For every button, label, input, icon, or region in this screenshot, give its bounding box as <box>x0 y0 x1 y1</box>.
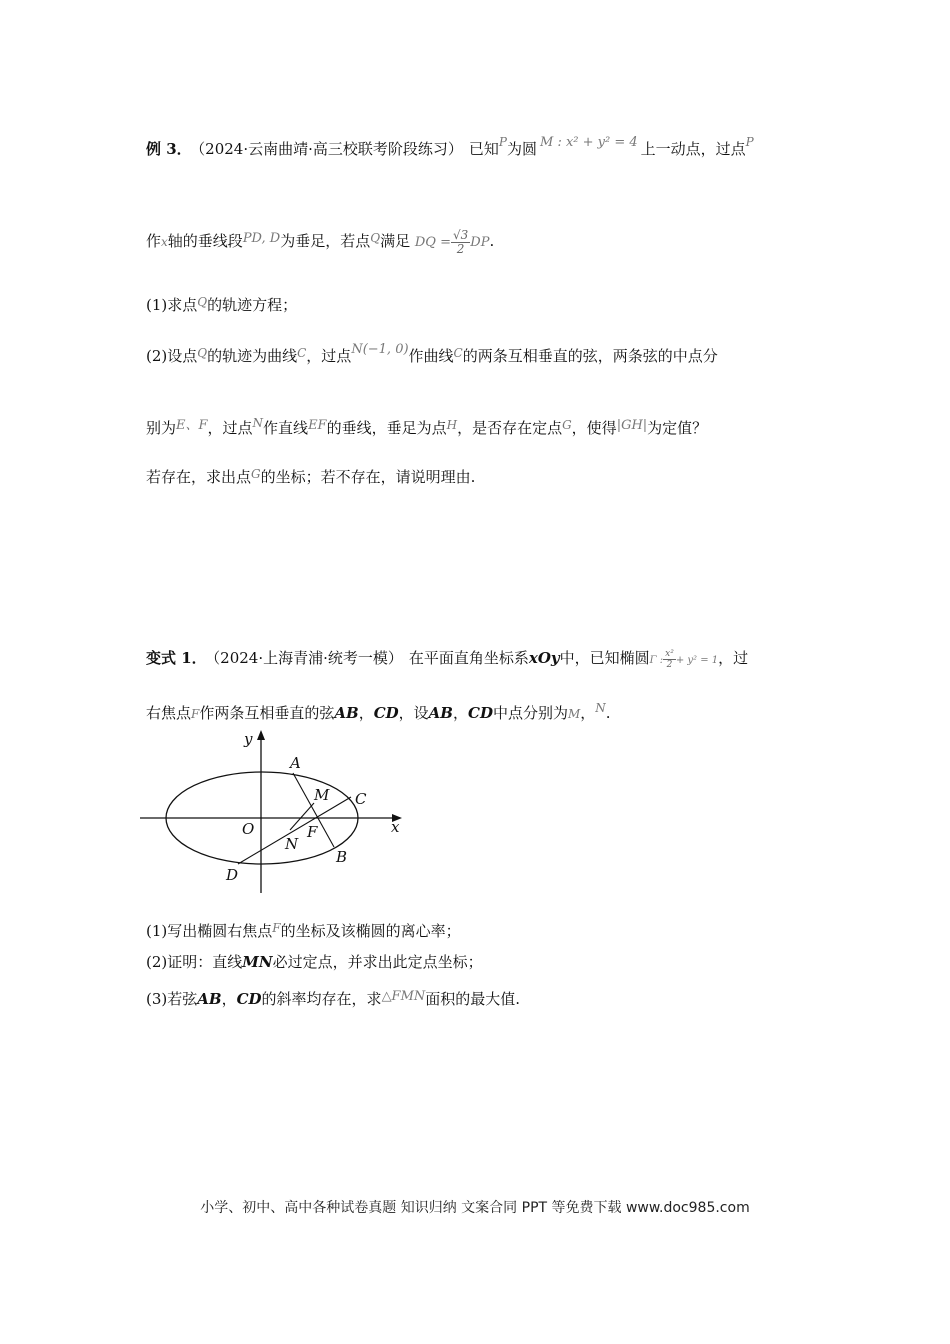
ex3-text: 已知 <box>468 140 499 158</box>
var1-CD: CD <box>468 704 493 722</box>
ex3-var-EF: EF <box>308 418 327 433</box>
ex3-var-P: P <box>498 135 507 149</box>
var1-line2 <box>146 698 611 724</box>
ex3-var-N: N(−1, 0) <box>351 342 409 357</box>
ex3-text: 的轨迹方程； <box>207 296 298 314</box>
var1-text: (3)若弦 <box>146 990 198 1008</box>
var1-text: 右焦点 <box>146 704 192 722</box>
var1-triangle: △FMN <box>381 989 426 1004</box>
ex3-var-Q: Q <box>370 231 381 245</box>
ex3-line1 <box>146 132 754 159</box>
var1-AB: AB <box>334 704 359 722</box>
var1-source: （2024·上海青浦·统考一模） <box>212 649 403 667</box>
label-O: O <box>242 820 255 838</box>
ex3-var-G: G <box>562 418 572 432</box>
ex3-text: 为定值？ <box>647 419 708 437</box>
ex3-text: ，是否存在定点 <box>457 419 563 437</box>
ex3-dq-num: √3 <box>452 227 469 242</box>
var1-CD: CD <box>236 990 262 1008</box>
ex3-var-Q: Q <box>197 346 208 360</box>
var1-q3 <box>146 987 520 1009</box>
var1-text: ， <box>453 704 469 722</box>
label-D: D <box>226 866 239 884</box>
ex3-source: （2024·云南曲靖·高三校联考阶段练习） <box>197 140 463 158</box>
ex3-var-x: x <box>161 235 168 249</box>
ex3-text: (1)求点 <box>146 296 198 314</box>
ex3-var-C: C <box>297 346 307 360</box>
ex3-q1 <box>146 292 297 315</box>
ex3-text: 作 <box>146 232 162 250</box>
var1-text: ，设 <box>398 704 429 722</box>
ex3-dq-den: 2 <box>456 241 465 256</box>
ex3-text: 轴的垂线段 <box>167 232 243 250</box>
ex3-text: 的坐标；若不存在，请说明理由. <box>260 468 476 486</box>
var1-text: (1)写出椭圆右焦点 <box>146 922 273 940</box>
ex3-text: 为垂足，若点 <box>280 232 371 250</box>
ex3-var-C: C <box>453 346 463 360</box>
ex3-text: 作直线 <box>263 419 309 437</box>
ex3-var-G: G <box>251 467 261 481</box>
ex3-dq-left: DQ = <box>414 235 451 250</box>
var1-text: 在平面直角坐标系 <box>408 649 529 667</box>
ex3-q2-line3 <box>146 464 475 487</box>
ex3-dq-frac <box>451 229 470 256</box>
var1-text: ， <box>221 990 237 1008</box>
var1-text: 面积的最大值. <box>425 990 521 1008</box>
label-C: C <box>355 790 367 808</box>
var1-text: . <box>605 704 611 722</box>
ex3-var-N: N <box>252 416 264 430</box>
var1-var-F: F <box>272 921 281 935</box>
ex3-circle-eq: M : x² + y² = 4 <box>540 135 638 150</box>
ex3-q2-line1 <box>146 340 718 366</box>
var1-AB: AB <box>197 990 222 1008</box>
var1-MN: MN <box>242 953 273 971</box>
var1-text: ， <box>358 704 374 722</box>
var1-text: 作两条互相垂直的弦 <box>199 704 335 722</box>
label-B: B <box>336 848 348 866</box>
ex3-text: 的垂线，垂足为点 <box>326 419 447 437</box>
ex3-var-PD: PD, D <box>242 231 281 246</box>
var1-AB: AB <box>428 704 453 722</box>
var1-line1 <box>146 648 748 671</box>
var1-q2 <box>146 952 483 972</box>
var1-text: 中点分别为 <box>492 704 568 722</box>
ex3-text: ，过点 <box>207 419 253 437</box>
ex3-text: 的轨迹为曲线 <box>207 347 298 365</box>
var1-text: 的坐标及该椭圆的离心率； <box>280 922 461 940</box>
var1-text: 中，已知椭圆 <box>559 649 650 667</box>
ex3-text: ，过点 <box>306 347 352 365</box>
var1-ellipse-pre: Γ : <box>649 655 664 666</box>
ex3-text: ，使得 <box>571 419 617 437</box>
label-N: N <box>285 835 299 853</box>
var1-text: ， <box>580 704 596 722</box>
var1-text: 必过定点，并求出此定点坐标； <box>272 953 483 971</box>
var1-text: (2)证明：直线 <box>146 953 243 971</box>
ex3-var-EF: E、F <box>176 418 208 433</box>
ex3-var-H: H <box>446 418 458 432</box>
var1-text: ，过 <box>718 649 749 667</box>
y-axis-arrow <box>257 730 265 740</box>
ex3-dot: . <box>489 232 495 250</box>
ex3-text: 满足 <box>380 232 411 250</box>
var1-q1 <box>146 918 461 941</box>
ex3-text: 的两条互相垂直的弦，两条弦的中点分 <box>462 347 718 365</box>
ex3-text: 上一动点，过点 <box>640 140 746 158</box>
ex3-text: 为圆 <box>506 140 537 158</box>
ex3-line2 <box>146 228 494 256</box>
label-y: y <box>244 730 253 748</box>
page-footer: 小学、初中、高中各种试卷真题 知识归纳 文案合同 PPT 等免费下载 www.doc985.com <box>200 1200 750 1216</box>
chord-CD <box>238 797 351 864</box>
ex3-var-GH: |GH| <box>616 418 648 433</box>
label-M: M <box>314 786 330 804</box>
var1-text: 的斜率均存在，求 <box>261 990 382 1008</box>
var1-ellipse-den: 2 <box>666 659 673 670</box>
var1-ellipse-num: x² <box>665 648 674 659</box>
var1-var-F: F <box>191 707 200 721</box>
var1-ellipse-post: + y² = 1 <box>675 655 719 666</box>
ex3-dq-right: DP <box>470 235 490 250</box>
ex3-var-Q: Q <box>197 295 208 309</box>
ex3-label: 例 3． <box>146 140 192 158</box>
ex3-text: 作曲线 <box>408 347 454 365</box>
label-x: x <box>391 818 400 836</box>
label-A: A <box>290 754 301 772</box>
ellipse-figure <box>140 728 420 898</box>
ex3-q2-line2 <box>146 413 707 438</box>
var1-CD: CD <box>373 704 399 722</box>
var1-var-N: N <box>595 701 606 715</box>
var1-label: 变式 1． <box>146 649 207 667</box>
var1-xoy: xOy <box>528 649 560 667</box>
label-F: F <box>307 823 318 841</box>
ex3-text: (2)设点 <box>146 347 198 365</box>
ex3-text: 若存在，求出点 <box>146 468 252 486</box>
var1-ellipse-frac <box>663 649 676 670</box>
var1-var-M: M <box>567 707 581 721</box>
ex3-text: 别为 <box>146 419 177 437</box>
ex3-var-P: P <box>745 135 754 149</box>
